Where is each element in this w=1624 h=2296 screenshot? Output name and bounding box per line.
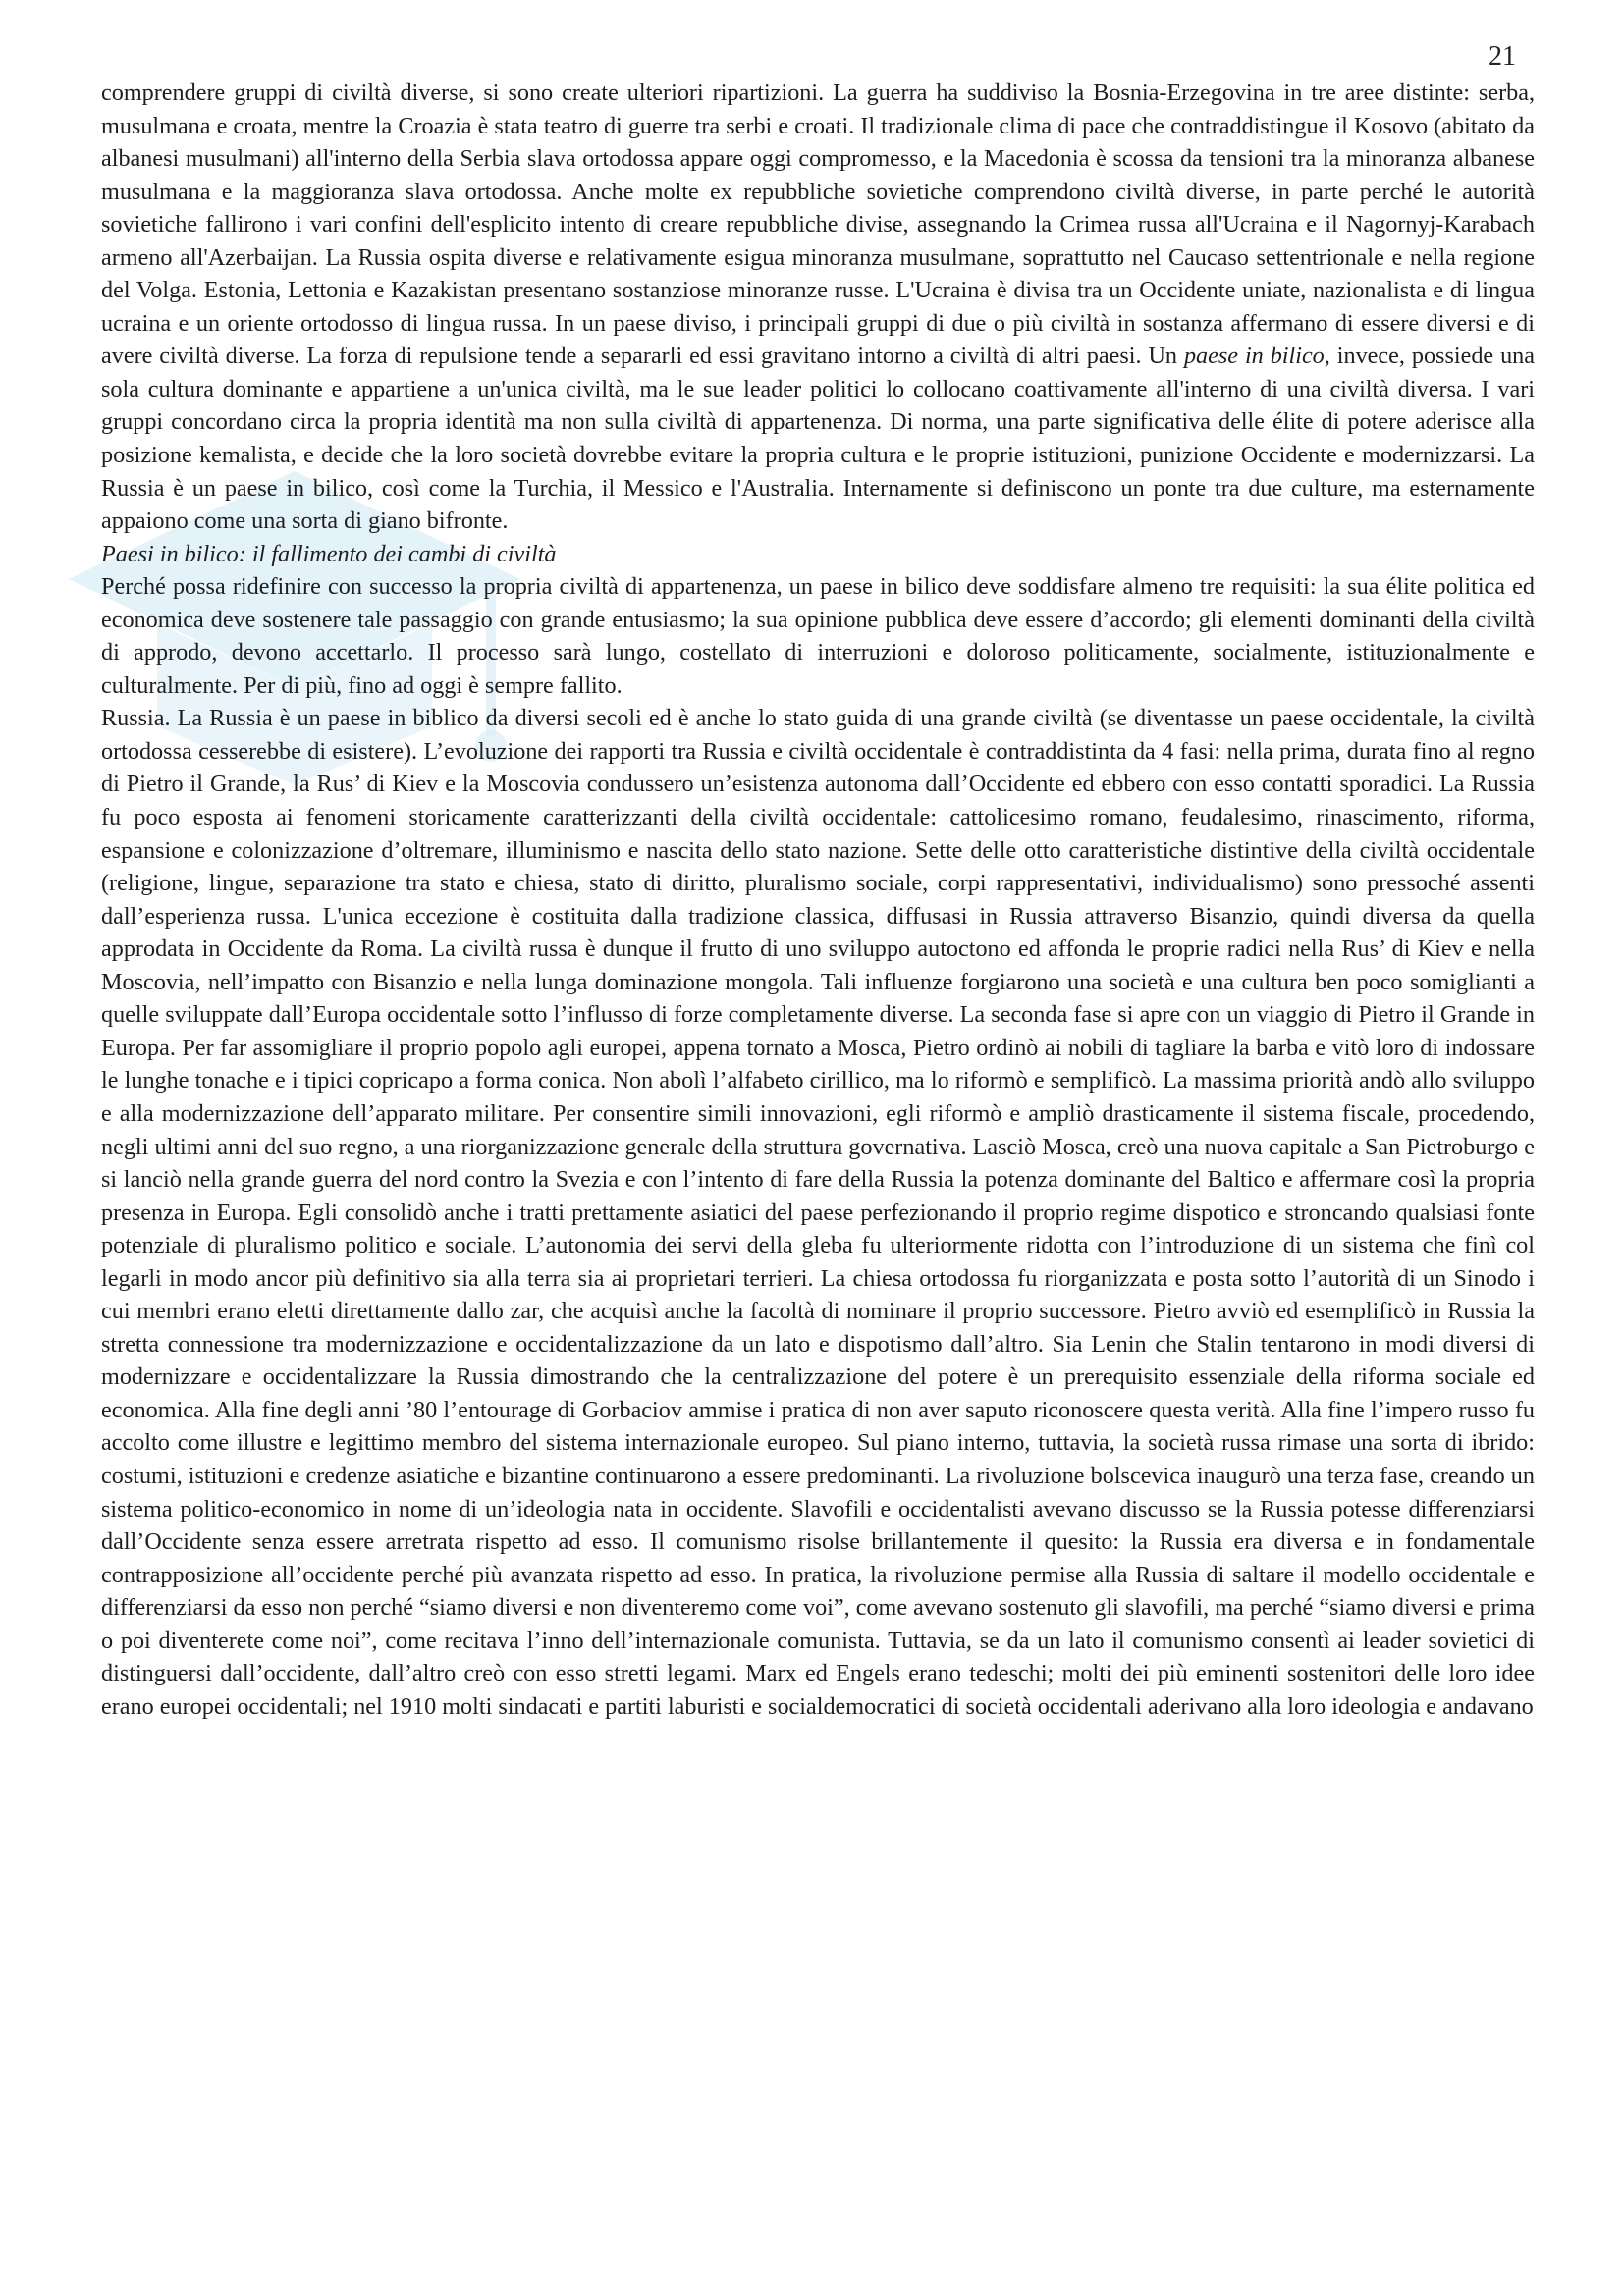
body-text [101,77,1535,1723]
emphasized-term: paese in bilico [1183,343,1325,370]
paragraph-text: , invece, possiede una sola cultura dominante e appartiene a un'unica civiltà, ma le sue leader politici lo collocano coattivamente all'interno di una civiltà diversa. I vari gruppi concordano circa la propria identità ma non sulla civiltà di appartenenza. Di norma, una parte significativa delle élite di potere aderisce alla posizione kemalista, e decide che la loro società dovrebbe evitare la propria cultura e le proprie istituzioni, punizione Occidente e modernizzarsi. La Russia è un paese in bilico, così come la Turchia, il Messico e l'Australia. Internamente si definiscono un ponte tra due culture, ma esternamente appaiono come una sorta di giano bifronte. [101,343,1535,535]
section-subheading: Paesi in bilico: il fallimento dei cambi di civiltà [101,540,557,567]
paragraph-text: comprendere gruppi di civiltà diverse, si sono create ulteriori ripartizioni. La guerra ha suddiviso la Bosnia-Erzegovina in tre aree distinte: serba, musulmana e croata, mentre la Croazia è stata teatro di guerre tra serbi e croati. Il tradizionale clima di pace che contraddistingue il Kosovo (abitato da albanesi musulmani) all'interno della Serbia slava ortodossa appare oggi compromesso, e la Macedonia è scossa da tensioni tra la minoranza albanese musulmana e la maggioranza slava ortodossa. Anche molte ex repubbliche sovietiche comprendono civiltà diverse, in parte perché le autorità sovietiche fallirono i vari confini dell'esplicito intento di creare repubbliche divise, assegnando la Crimea russa all'Ucraina e il Nagornyj-Karabach armeno all'Azerbaijan. La Russia ospita diverse e relativamente esigua minoranza musulmane, soprattutto nel Caucaso settentrionale e nella regione del Volga. Estonia, Lettonia e Kazakistan presentano sostanziose minoranze russe. L'Ucraina è divisa tra un Occidente uniate, nazionalista e di lingua ucraina e un oriente ortodosso di lingua russa. In un paese diviso, i principali gruppi di due o più civiltà in sostanza affermano di essere diversi e di avere civiltà diverse. La forza di repulsione tende a separarli ed essi gravitano intorno a civiltà di altri paesi. Un [101,80,1535,370]
paragraph: Russia. La Russia è un paese in biblico da diversi secoli ed è anche lo stato guida di una grande civiltà (se diventasse un paese occidentale, la civiltà ortodossa cesserebbe di esistere). L’evoluzione dei rapporti tra Russia e civiltà occidentale è contraddistinta da 4 fasi: nella prima, durata fino al regno di Pietro il Grande, la Rus’ di Kiev e la Moscovia condussero un’esistenza autonoma dall’Occidente ed ebbero con esso contatti sporadici. La Russia fu poco esposta ai fenomeni storicamente caratterizzanti della civiltà occidentale: cattolicesimo romano, feudalesimo, rinascimento, riforma, espansione e colonizzazione d’oltremare, illuminismo e nascita dello stato nazione. Sette delle otto caratteristiche distintive della civiltà occidentale (religione, lingue, separazione tra stato e chiesa, stato di diritto, pluralismo sociale, corpi rappresentativi, individualismo) sono pressoché assenti dall’esperienza russa. L'unica eccezione è costituita dalla tradizione classica, diffusasi in Russia attraverso Bisanzio, quindi diversa da quella approdata in Occidente da Roma. La civiltà russa è dunque il frutto di uno sviluppo autoctono ed affonda le proprie radici nella Rus’ di Kiev e nella Moscovia, nell’impatto con Bisanzio e nella lunga dominazione mongola. Tali influenze forgiarono una società e una cultura ben poco somiglianti a quelle sviluppate dall’Europa occidentale sotto l’influsso di forze completamente diverse. La seconda fase si apre con un viaggio di Pietro il Grande in Europa. Per far assomigliare il proprio popolo agli europei, appena tornato a Mosca, Pietro ordinò ai nobili di tagliare la barba e vitò loro di indossare le lunghe tonache e i tipici copricapo a forma conica. Non abolì l’alfabeto cirillico, ma lo riformò e semplificò. La massima priorità andò allo sviluppo e alla modernizzazione dell’apparato militare. Per consentire simili innovazioni, egli riformò e ampliò drasticamente il sistema fiscale, procedendo, negli ultimi anni del suo regno, a una riorganizzazione generale della struttura governativa. Lasciò Mosca, creò una nuova capitale a San Pietroburgo e si lanciò nella grande guerra del nord contro la Svezia e con l’intento di fare della Russia la potenza dominante del Baltico e affermare così la propria presenza in Europa. Egli consolidò anche i tratti prettamente asiatici del paese perfezionando il proprio regime dispotico e stroncando qualsiasi fonte potenziale di pluralismo politico e sociale. L’autonomia dei servi della gleba fu ulteriormente ridotta con l’introduzione di un sistema che finì col legarli in modo ancor più definitivo sia alla terra sia ai proprietari terrieri. La chiesa ortodossa fu riorganizzata e posta sotto l’autorità di un Sinodo i cui membri erano eletti direttamente dallo zar, che acquisì anche la facoltà di nominare il proprio successore. Pietro avviò ed esemplificò in Russia la stretta connessione tra modernizzazione e occidentalizzazione da un lato e dispotismo dall’altro. Sia Lenin che Stalin tentarono in modi diversi di modernizzare e occidentalizzare la Russia dimostrando che la centralizzazione del potere è un prerequisito essenziale della riforma sociale ed economica. Alla fine degli anni ’80 l’entourage di Gorbaciov ammise i pratica di non aver saputo riconoscere questa verità. Alla fine l’impero russo fu accolto come illustre e legittimo membro del sistema internazionale europeo. Sul piano interno, tuttavia, la società russa rimase una sorta di ibrido: costumi, istituzioni e credenze asiatiche e bizantine continuarono a essere predominanti. La rivoluzione bolscevica inaugurò una terza fase, creando un sistema politico-economico in nome di un’ideologia nata in occidente. Slavofili e occidentalisti avevano discusso se la Russia potesse differenziarsi dall’Occidente senza essere arretrata rispetto ad esso. Il comunismo risolse brillantemente il quesito: la Russia era diversa e in fondamentale contrapposizione all’occidente perché più avanzata rispetto ad esso. In pratica, la rivoluzione permise alla Russia di saltare il modello occidentale e differenziarsi da esso non perché “siamo diversi e non diventeremo come voi”, come avevano sostenuto gli slavofili, ma perché “siamo diversi e prima o poi diventerete come noi”, come recitava l’inno dell’internazionale comunista. Tuttavia, se da un lato il comunismo consentì ai leader sovietici di distinguersi dall’occidente, dall’altro creò con esso stretti legami. Marx ed Engels erano tedeschi; molti dei più eminenti sostenitori delle loro idee erano europei occidentali; nel 1910 molti sindacati e partiti laburisti e socialdemocratici di società occidentali aderivano alla loro ideologia e andavano [101,705,1535,1720]
paragraph [101,77,1535,538]
paragraph: Perché possa ridefinire con successo la propria civiltà di appartenenza, un paese in bilico deve soddisfare almeno tre requisiti: la sua élite politica ed economica deve sostenere tale passaggio con grande entusiasmo; la sua opinione pubblica deve essere d’accordo; gli elementi dominanti della civiltà di approdo, devono accettarlo. Il processo sarà lungo, costellato di interruzioni e doloroso politicamente, socialmente, istituzionalmente e culturalmente. Per di più, fino ad oggi è sempre fallito. [101,573,1535,699]
page-number: 21 [1489,41,1516,72]
